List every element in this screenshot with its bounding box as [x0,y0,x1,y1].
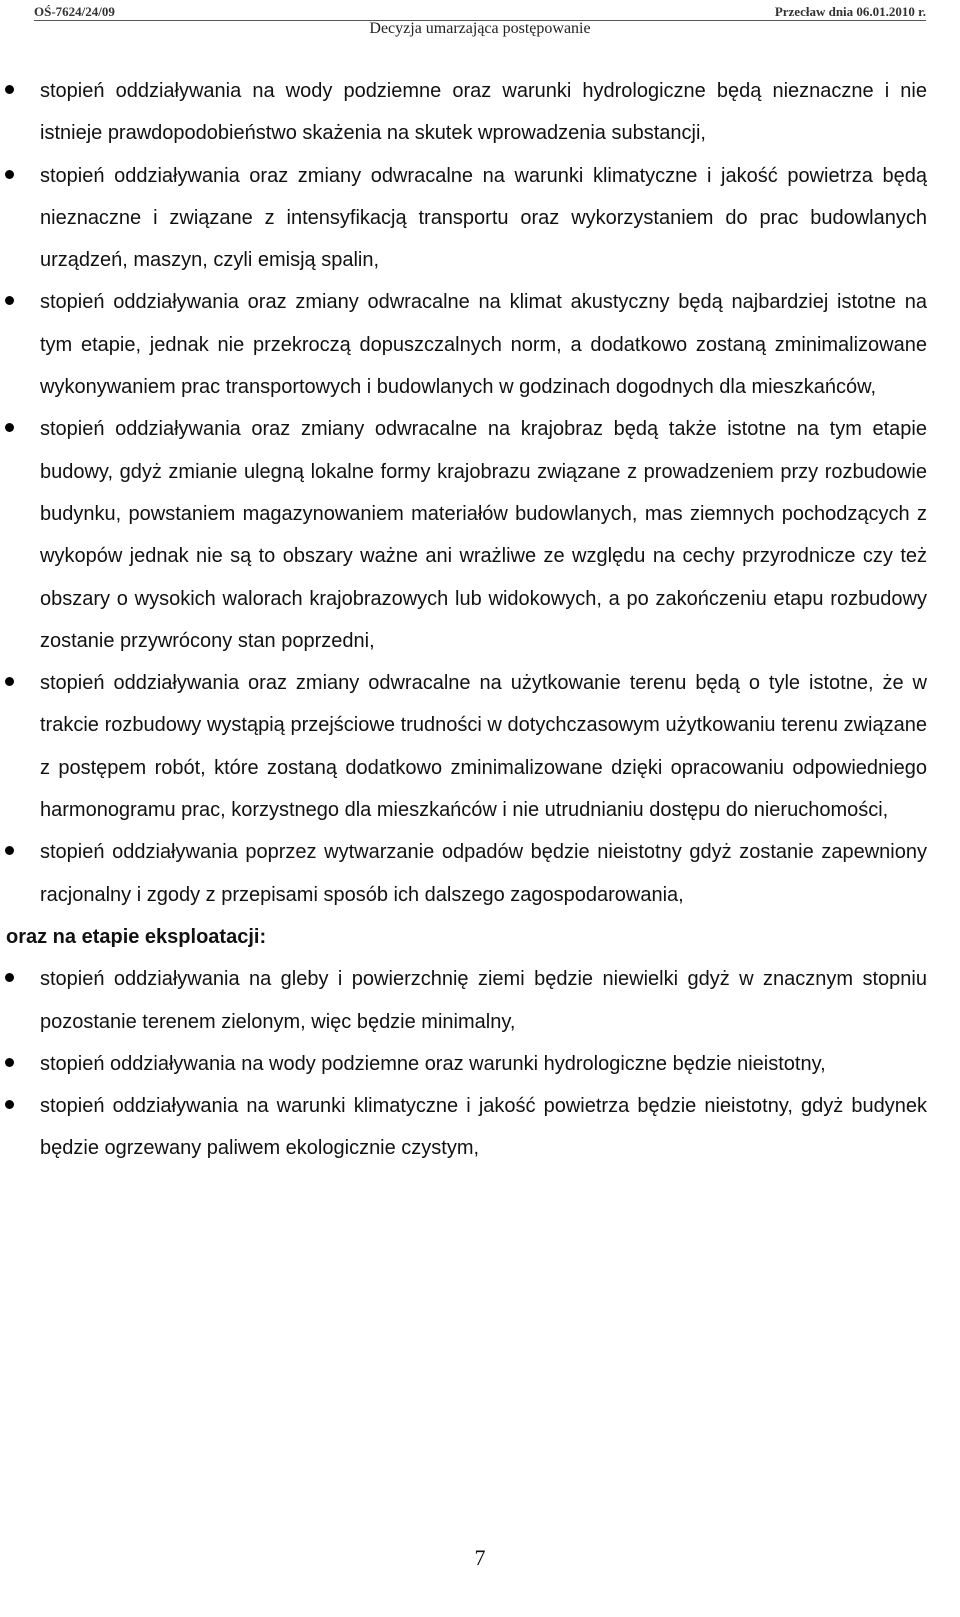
document-title: Decyzja umarzająca postępowanie [369,20,591,37]
page-header [0,0,960,44]
list-item [0,831,927,916]
document-date: Przecław dnia 06.01.2010 r. [774,4,926,19]
list-item-text: stopień oddziaływania oraz zmiany odwracalne na użytkowanie terenu będą o tyle istotne, że w trakcie rozbudowy wystąpią przejściowe trudności w dotychczasowym użytkowaniu terenu związane z postępem robót, które zostaną dodatkowo zminimalizowane dzięki opracowaniu odpowiedniego harmonogramu prac, korzystnego dla mieszkańców i nie utrudnianiu dostępu do nieruchomości, [40,672,927,822]
list-item-text: stopień oddziaływania oraz zmiany odwracalne na warunki klimatyczne i jakość powietrza będą nieznaczne i związane z intensyfikacją transportu oraz wykorzystaniem do prac budowlanych urządzeń, maszyn, czyli emisją spalin, [40,164,927,272]
list-item-text: stopień oddziaływania na wody podziemne oraz warunki hydrologiczne będą nieznaczne i nie istnieje prawdopodobieństwo skażenia na skutek wprowadzenia substancji, [40,80,927,145]
list-item [0,155,927,282]
bullet-icon [5,170,14,179]
list-item [0,662,927,831]
list-item-text: stopień oddziaływania poprzez wytwarzanie odpadów będzie nieistotny gdyż zostanie zapewniony racjonalny i zgody z przepisami sposób ich dalszego zagospodarowania, [40,841,927,906]
bullet-icon [5,846,14,855]
bullet-icon [5,85,14,94]
list-item-text: stopień oddziaływania oraz zmiany odwracalne na klimat akustyczny będą najbardziej istotne na tym etapie, jednak nie przekroczą dopuszczalnych norm, a dodatkowo zostaną zminimalizowane wykonywaniem prac transportowych i budowlanych w godzinach dogodnych dla mieszkańców, [40,291,927,399]
list-item-text: stopień oddziaływania na gleby i powierzchnię ziemi będzie niewielki gdyż w znacznym stopniu pozostanie terenem zielonym, więc będzie minimalny, [40,968,927,1033]
bullet-icon [5,423,14,432]
list-item [0,281,927,408]
list-item-text: stopień oddziaływania na wody podziemne oraz warunki hydrologiczne będzie nieistotny, [40,1052,826,1075]
page-number: 7 [474,1545,486,1570]
list-item-text: stopień oddziaływania oraz zmiany odwracalne na krajobraz będą także istotne na tym etapie budowy, gdyż zmianie ulegną lokalne formy krajobrazu związane z prowadzeniem przy rozbudowie budynku, powstaniem magazynowaniem materiałów budowlanych, mas ziemnych pochodzących z wykopów jednak nie są to obszary ważne ani wrażliwe ze względu na cechy przyrodnicze czy też obszary o wysokich walorach krajobrazowych lub widokowych, a po zakończeniu etapu rozbudowy zostanie przywrócony stan poprzedni, [40,418,927,652]
list-item [0,408,927,662]
list-item [0,958,927,1043]
bullet-icon [5,677,14,686]
list-item [0,1043,927,1085]
document-body [0,70,960,1170]
operation-impact-list [0,958,960,1169]
list-item [0,1085,927,1170]
list-item [0,70,927,155]
document-code: OŚ-7624/24/09 [34,4,115,19]
construction-impact-list [0,70,960,916]
operation-stage-heading: oraz na etapie eksploatacji: [6,925,267,948]
bullet-icon [5,1058,14,1067]
list-item-text: stopień oddziaływania na warunki klimatyczne i jakość powietrza będzie nieistotny, gdyż budynek będzie ogrzewany paliwem ekologicznie czystym, [40,1095,927,1160]
bullet-icon [5,296,14,305]
bullet-icon [5,1100,14,1109]
bullet-icon [5,973,14,982]
